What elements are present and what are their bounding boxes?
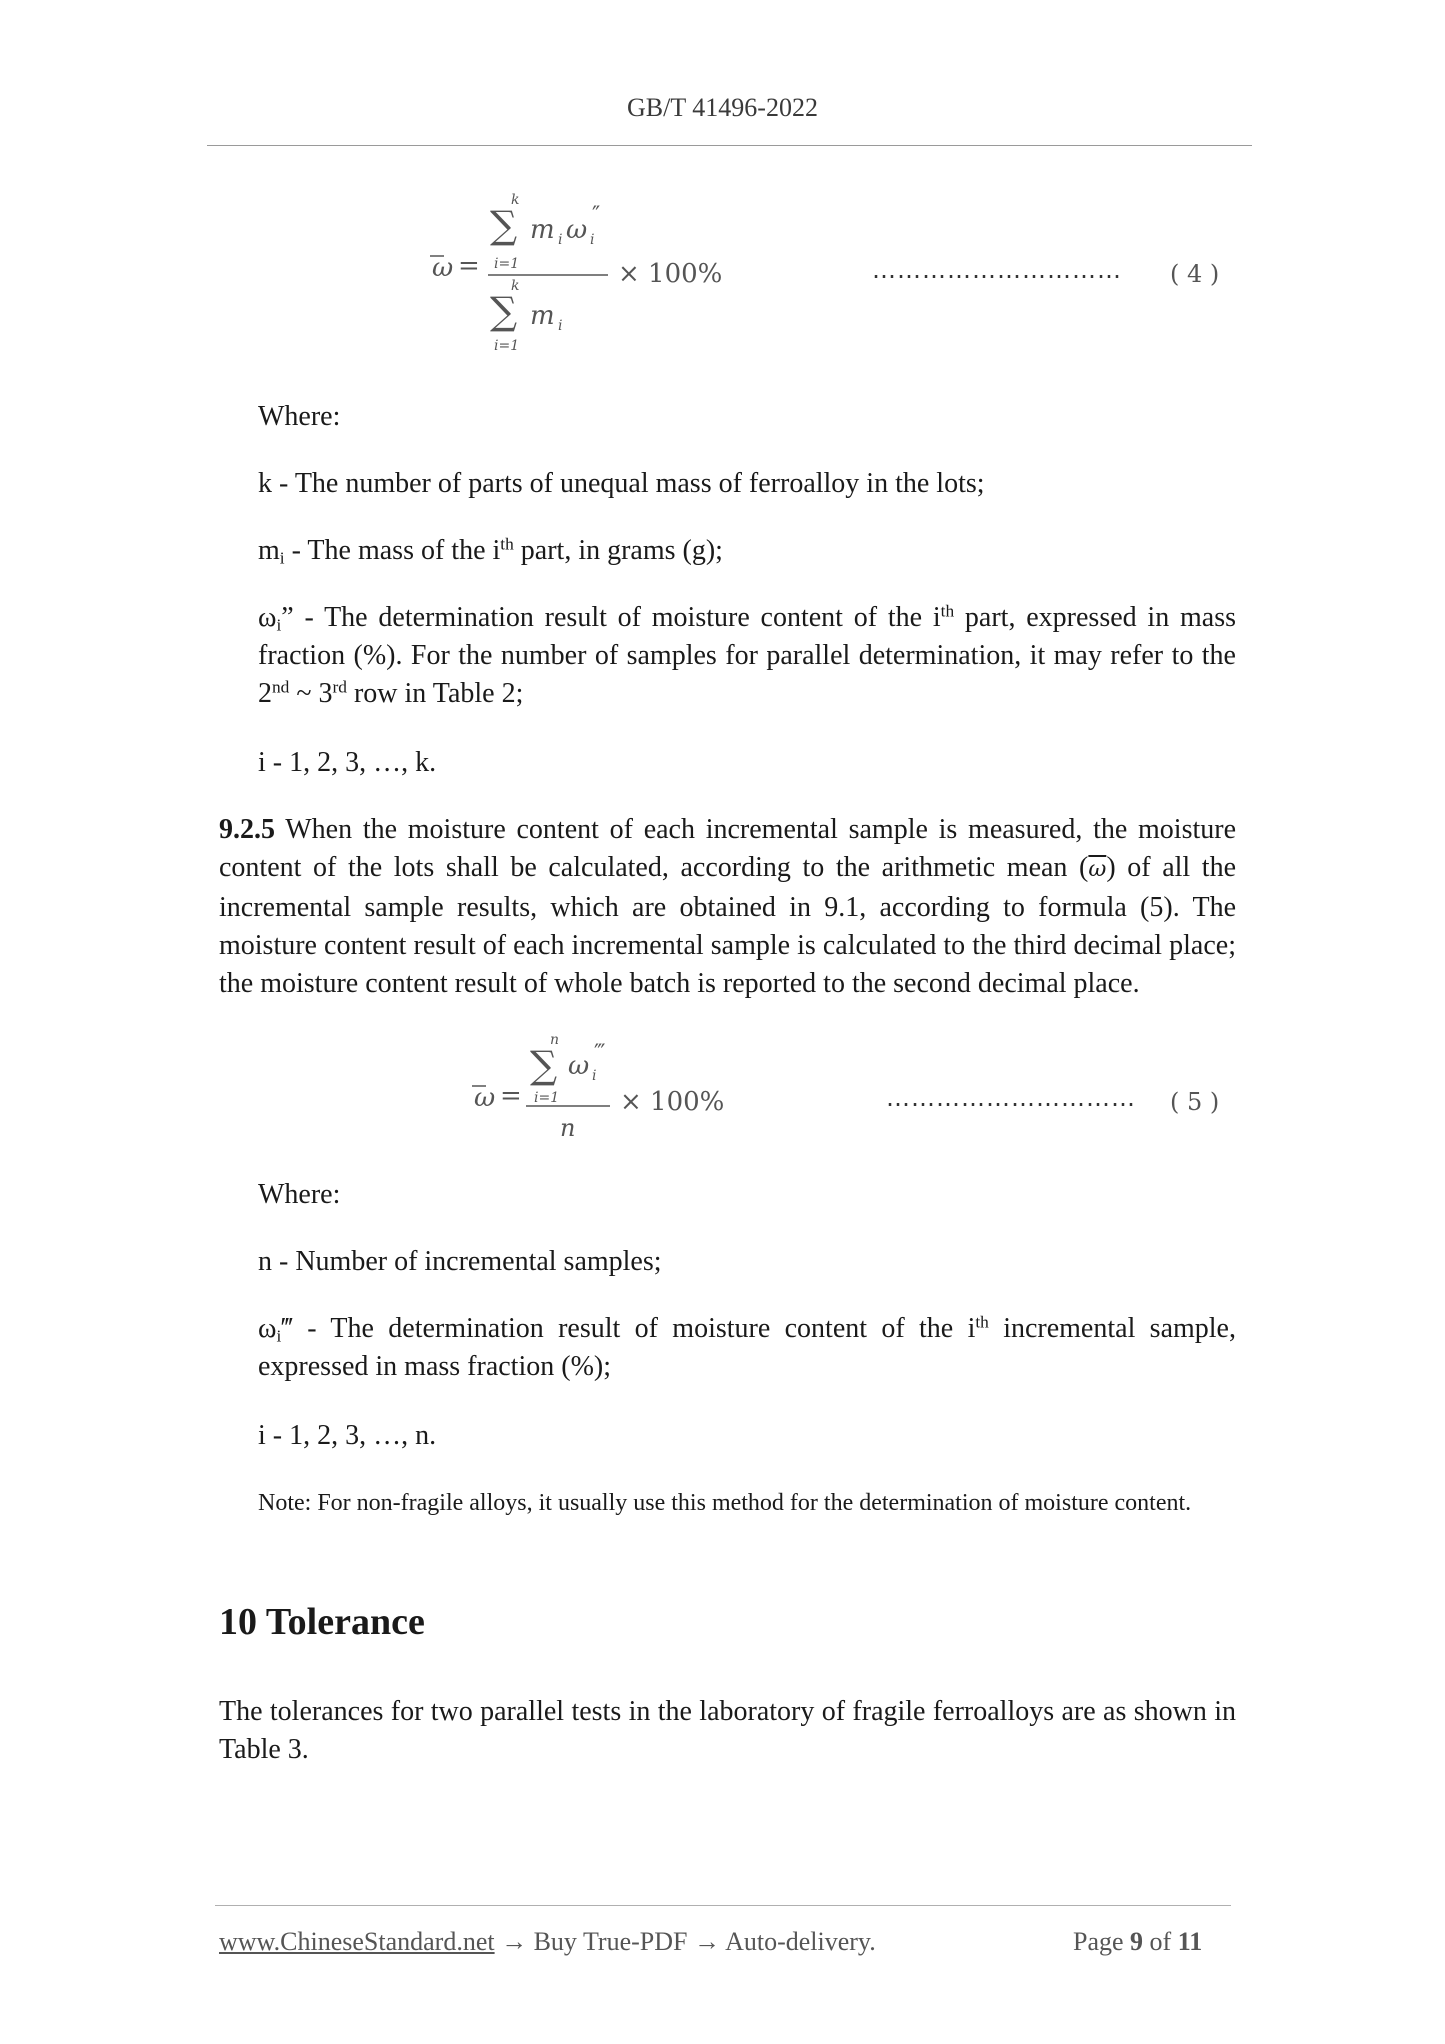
formula-4 <box>420 190 1240 360</box>
formula-4-num-m-sub: i <box>558 232 563 248</box>
def-omega-i-triple <box>258 1310 1236 1386</box>
formula-4-sum-bottom: i=1 <box>494 256 520 272</box>
footer-page-label: Page <box>1073 1927 1124 1956</box>
def-omega-i-text-d: row in Table 2; <box>346 678 524 709</box>
formula-4-den-m: m <box>530 301 555 331</box>
page-header: GB/T 41496-2022 <box>627 93 818 122</box>
def-mi-text-a: - The mass of the i <box>284 535 501 566</box>
def-mi-sup: th <box>500 534 514 554</box>
formula-5-num-omega: ω <box>568 1051 590 1081</box>
where-label-2: Where: <box>258 1179 341 1210</box>
footer-arrow-1: → <box>494 1927 534 1956</box>
formula-5-times: × 100% <box>620 1087 725 1117</box>
footer-page-number: 9 <box>1130 1927 1144 1956</box>
def-omega-i-triple-sub: i <box>276 1326 282 1346</box>
def-omega-i-text-c: ~ 3 <box>289 678 333 709</box>
formula-5-number: ( 5 ) <box>1170 1088 1220 1116</box>
def-i-1: i - 1, 2, 3, …, k. <box>258 747 437 778</box>
footer-left <box>219 1927 876 1957</box>
def-k: k - The number of parts of unequal mass of ferroalloy in the lots; <box>258 468 985 499</box>
formula-4-den-sum-top: k <box>511 278 520 294</box>
def-omega-i-sup2: nd <box>272 677 290 697</box>
clause-9-2-5-number: 9.2.5 <box>219 814 275 845</box>
formula-4-sum-symbol: ∑ <box>490 203 518 247</box>
def-mi-symbol: m <box>258 535 280 566</box>
def-omega-i-triple-text-b: incremental sample, expressed in mass fraction (%); <box>258 1313 1236 1382</box>
formula-5-sum-symbol: ∑ <box>530 1043 558 1087</box>
formula-4-equals: = <box>458 251 480 281</box>
def-omega-i-sup3: rd <box>332 677 347 697</box>
formula-4-den-sum-bottom: i=1 <box>494 338 520 354</box>
footer-site-link[interactable]: www.ChineseStandard.net <box>219 1927 495 1956</box>
def-omega-i-symbol: ω <box>258 602 277 633</box>
def-omega-i-triple-symbol: ω <box>258 1313 277 1344</box>
footer-of-label: of <box>1149 1927 1172 1956</box>
header-divider <box>207 145 1252 146</box>
formula-5-den-n: n <box>560 1114 576 1142</box>
formula-4-num-prime: ″ <box>592 203 601 228</box>
def-mi <box>258 532 1236 570</box>
formula-4-num-omega: ω <box>566 215 588 245</box>
formula-5-dots: ………………………… <box>886 1084 1136 1112</box>
formula-5-sum-bottom: i=1 <box>534 1090 560 1106</box>
def-omega-i-text-a: ” - The determination result of moisture content of the i <box>281 602 941 633</box>
footer-delivery: Auto-delivery. <box>725 1927 876 1956</box>
formula-4-times: × 100% <box>618 259 723 289</box>
formula-4-sum-top: k <box>511 192 520 208</box>
formula-5-sum-top: n <box>550 1032 560 1048</box>
clause-9-2-5-text-a: When the moisture content of each incremental sample is measured, the moisture content of the lots shall be calculated, according to the arithmetic mean ( <box>219 814 1236 883</box>
clause-9-2-5-text-b: ) of all the incremental sample results, which are obtained in 9.1, according to formula (5). The moisture content result of each incremental sample is calculated to the third decimal place; the moisture content result of whole batch is reported to the second decimal place. <box>219 852 1237 999</box>
def-i-2: i - 1, 2, 3, …, n. <box>258 1420 437 1451</box>
formula-5-num-prime: ‴ <box>594 1041 606 1066</box>
def-omega-i-text-b: part, expressed in mass fraction (%). For the number of samples for parallel determination, it may refer to the 2 <box>258 602 1236 709</box>
note: Note: For non-fragile alloys, it usually use this method for the determination of moisture content. <box>258 1490 1192 1516</box>
formula-4-number: ( 4 ) <box>1170 260 1220 288</box>
formula-4-den-sum-symbol: ∑ <box>490 289 518 333</box>
formula-4-num-m: m <box>530 215 555 245</box>
def-omega-i-sub: i <box>276 615 282 635</box>
footer-page-info <box>1073 1927 1202 1957</box>
def-omega-i-triple-sup: th <box>975 1312 989 1332</box>
where-label-1: Where: <box>258 401 341 432</box>
def-n: n - Number of incremental samples; <box>258 1246 662 1277</box>
formula-5-lhs: ω <box>474 1083 496 1113</box>
def-omega-i-triple-text-a: ‴ - The determination result of moisture content of the i <box>281 1313 976 1344</box>
clause-9-2-5-symbol: $\overline{\omega}$ <box>1088 857 1107 882</box>
def-omega-i <box>258 599 1236 713</box>
formula-5 <box>460 1030 1240 1150</box>
section-10-text: The tolerances for two parallel tests in the laboratory of fragile ferroalloys are as shown in Table 3. <box>219 1696 1236 1765</box>
formula-5-equals: = <box>500 1081 522 1111</box>
formula-4-lhs: ω <box>432 253 454 283</box>
def-mi-sub: i <box>279 548 285 568</box>
def-omega-i-sup: th <box>940 601 955 621</box>
formula-4-dots: ………………………… <box>872 256 1122 284</box>
section-10-heading: 10 Tolerance <box>219 1601 425 1643</box>
footer-divider <box>215 1905 1231 1906</box>
clause-9-2-5 <box>219 811 1236 1003</box>
formula-4-num-omega-sub: i <box>590 232 595 248</box>
formula-4-den-m-sub: i <box>558 318 563 334</box>
footer-total-pages: 11 <box>1177 1927 1203 1956</box>
footer-arrow-2: → <box>687 1927 726 1956</box>
footer-buy: Buy True-PDF <box>533 1927 688 1956</box>
formula-5-num-omega-sub: i <box>592 1068 597 1084</box>
def-mi-text-b: part, in grams (g); <box>513 535 723 566</box>
